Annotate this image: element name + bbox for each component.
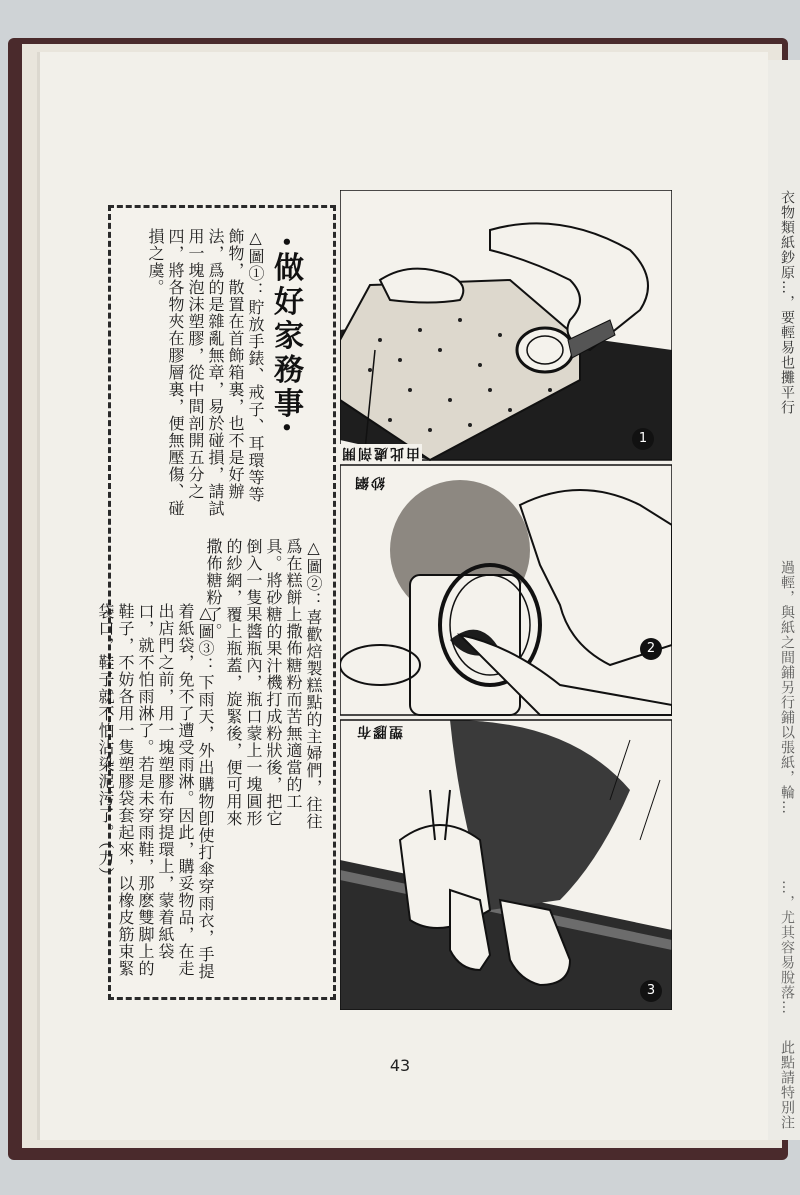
article-text-box (96, 205, 336, 1000)
panel-3-illustration (340, 720, 672, 1010)
panel-1-caption: 由此處剖開 (338, 444, 422, 464)
next-page-line: …，尤其容易脫落… (779, 880, 795, 1015)
next-page-fragment (768, 60, 800, 1140)
paragraph-figure-3: △圖③：下雨天，外出購物卽使打傘穿雨衣，手提着紙袋，免不了遭受雨淋。因此，購妥物品，在走出店門之前，用一塊塑膠布穿提環上，蒙着紙袋口，就不怕雨淋了。若是未穿雨鞋，那麽雙脚上的鞋子，不妨各用一隻塑膠袋套起來，以橡皮筋束緊袋口，鞋子就不怕沾染泥污了。（力） (96, 603, 215, 980)
next-page-line: 衣物類紙鈔原…，要輕易也攤平行 (779, 190, 795, 415)
illustration-svg (340, 190, 672, 1010)
article-title (263, 236, 307, 437)
next-page-line: 此點請特別注 (779, 1040, 795, 1130)
panel-1-number-marker: 1 (632, 428, 654, 450)
illustration-panels (340, 190, 672, 1010)
panel-2-caption: 紗網 (350, 473, 388, 493)
panel-2-number-marker: 2 (640, 638, 662, 660)
paragraph-figure-2: △圖②：喜歡焙製糕點的主婦們，往往爲在糕餅上撒佈糖粉而苦無適當的工具。將砂糖的果汁機打成粉狀後，把它倒入一隻果醬瓶內，瓶口蒙上一塊圓形的紗網，覆上瓶蓋，旋緊後，便可用來撒佈糖粉了。 (204, 538, 323, 830)
page-number: 43 (389, 1056, 411, 1075)
next-page-line: 過輕，與紙之間鋪另行鋪以張紙，輪… (779, 560, 795, 815)
panel-3-caption: 塑膠布 (352, 722, 406, 742)
bullet-icon: • (275, 236, 296, 252)
panel-2-illustration (340, 465, 672, 715)
panel-3-number-marker: 3 (640, 980, 662, 1002)
paragraph-figure-1: △圖①：貯放手錶、戒子、耳環等等飾物，散置在首飾箱裏，也不是好辦法，爲的是雜亂無章，易於碰損，請試用一塊泡沫塑膠，從中間剖開五分之四，將各物夾在膠層裏，便無壓傷、碰損之虞。 (146, 228, 265, 517)
bullet-icon: • (275, 421, 296, 438)
panel-1-illustration (340, 190, 672, 460)
article-title-text: 做好家務事 (268, 251, 303, 422)
